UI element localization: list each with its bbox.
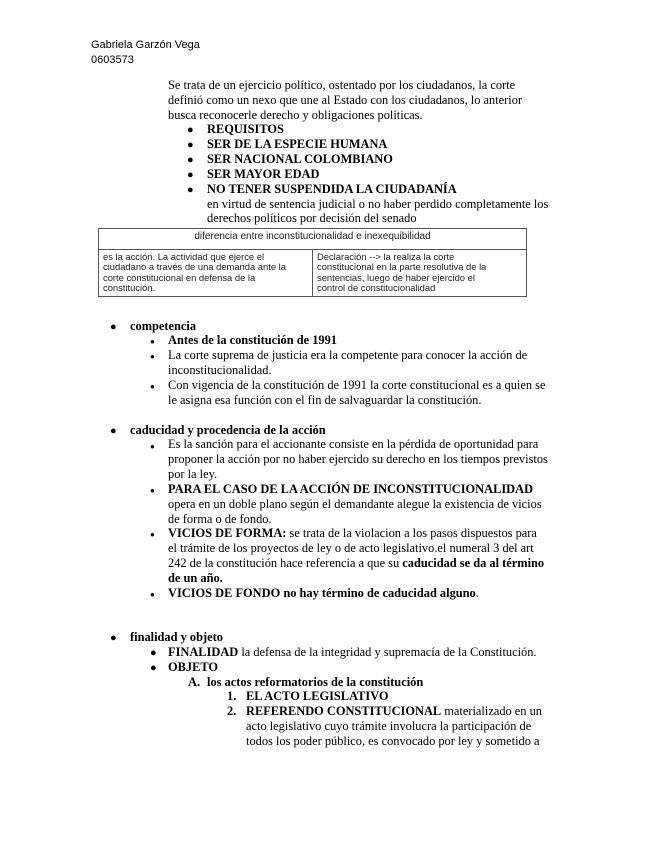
list-item-line: por la ley. xyxy=(168,467,218,481)
text-span: la defensa de la integridad y supremacía de la Constitución. xyxy=(238,645,537,659)
difference-table xyxy=(98,228,527,297)
bullet-icon: ● xyxy=(110,425,117,437)
list-number: 2. xyxy=(227,704,237,718)
vicios-forma-text: se trata de la violacion a los pasos dispuestos para xyxy=(286,526,537,540)
bullet-icon: ● xyxy=(150,530,155,539)
suspension-note-line: derechos políticos por decisión del senado xyxy=(207,211,417,225)
objeto-label: OBJETO xyxy=(168,660,219,674)
table-cell-right xyxy=(313,249,527,296)
cell-line: constitución. xyxy=(103,282,156,294)
list-item-line xyxy=(246,704,542,719)
text-span: materializado en un xyxy=(441,704,542,718)
section-heading: competencia xyxy=(130,319,197,333)
bullet-icon: ● xyxy=(110,632,117,644)
list-item-line: opera en un doble plano según el demandante alegue la existencia de vicios xyxy=(168,497,542,511)
table-title: diferencia entre inconstitucionalidad e inexequibilidad xyxy=(99,229,527,250)
list-item-line: inconstitucionalidad. xyxy=(168,363,272,377)
list-item: REQUISITOS xyxy=(207,122,284,136)
vicios-fondo-label: VICIOS DE FONDO no hay término de caducidad alguno xyxy=(168,586,476,600)
list-item: NO TENER SUSPENDIDA LA CIUDADANÍA xyxy=(207,182,457,196)
student-id: 0603573 xyxy=(91,54,134,66)
list-item-line: Con vigencia de la constitución de 1991 la corte constitucional es a quien se xyxy=(168,378,546,392)
list-item-line xyxy=(168,586,479,601)
list-item-line xyxy=(168,526,537,541)
list-item: Antes de la constitución de 1991 xyxy=(168,333,337,347)
bullet-icon: ● xyxy=(187,139,194,151)
list-item-line: le asigna esa función con el fin de salvaguardar la constitución. xyxy=(168,393,482,407)
cell-line: ciudadano a través de una demanda ante la xyxy=(103,261,286,273)
cell-line: sentencias, luego de haber ejercido el xyxy=(317,271,475,283)
author-name: Gabriela Garzón Vega xyxy=(91,39,200,51)
cell-line: control de constitucionalidad xyxy=(317,282,436,294)
sub-heading: los actos reformatorios de la constitución xyxy=(207,675,424,689)
list-item: SER DE LA ESPECIE HUMANA xyxy=(207,137,388,151)
list-item-line xyxy=(168,645,537,660)
bullet-icon: ● xyxy=(150,662,157,674)
list-item-line: acto legislativo cuyo trámite involucra la participación de xyxy=(246,719,532,733)
intro-line: definió como un nexo que une al Estado con los ciudadanos, lo anterior xyxy=(168,93,523,107)
intro-line: busca reconocerle derecho y obligaciones políticas. xyxy=(168,108,423,122)
list-number: 1. xyxy=(227,689,237,703)
suspension-note-line: en virtud de sentencia judicial o no haber perdido completamente los xyxy=(207,197,549,211)
list-item-line: de forma o de fondo. xyxy=(168,512,272,526)
text-span: 242 de la constitución hace referencia a que su xyxy=(168,556,403,570)
table-cell-left xyxy=(99,249,313,296)
bullet-icon: ● xyxy=(150,590,155,599)
referendo-label: REFERENDO CONSTITUCIONAL xyxy=(246,704,442,718)
section-heading: caducidad y procedencia de la acción xyxy=(130,423,326,437)
list-item-line xyxy=(168,556,544,571)
section-heading: finalidad y objeto xyxy=(130,630,223,644)
bullet-icon: ● xyxy=(150,647,157,659)
list-item-line: La corte suprema de justicia era la competente para conocer la acción de xyxy=(168,348,528,362)
sub-letter: A. xyxy=(188,675,201,689)
bullet-icon: ● xyxy=(187,124,194,136)
bullet-icon: ● xyxy=(150,337,155,346)
bold-span: caducidad se da al término xyxy=(402,556,545,570)
list-item-line: Es la sanción para el accionante consiste en la pérdida de oportunidad para xyxy=(168,437,539,451)
list-item-line: el trámite de los proyectos de ley o de acto legislativo.el numeral 3 del art xyxy=(168,541,534,555)
bullet-icon: ● xyxy=(150,486,155,495)
bullet-icon: ● xyxy=(150,442,155,451)
list-item-line: todos los poder público, es convocado por ley y sometido a xyxy=(246,734,540,748)
intro-line: Se trata de un ejercicio político, ostentado por los ciudadanos, la corte xyxy=(168,78,516,92)
bullet-icon: ● xyxy=(187,169,194,181)
cell-line: Declaración --> la realiza la corte xyxy=(317,250,455,262)
list-item: SER MAYOR EDAD xyxy=(207,167,320,181)
cell-line: constitucional en la parte resolutiva de la xyxy=(317,261,487,273)
list-item-line: de un año. xyxy=(168,571,223,585)
finalidad-label: FINALIDAD xyxy=(168,645,239,659)
text-span: . xyxy=(475,586,479,600)
bullet-icon: ● xyxy=(110,321,117,333)
bullet-icon: ● xyxy=(150,352,155,361)
list-item: SER NACIONAL COLOMBIANO xyxy=(207,152,393,166)
bullet-icon: ● xyxy=(187,154,194,166)
cell-line: corte constitucional en defensa de la xyxy=(103,271,256,283)
list-item-bold: PARA EL CASO DE LA ACCIÓN DE INCONSTITUCIONALIDAD xyxy=(168,482,534,496)
bullet-icon: ● xyxy=(150,382,155,391)
bullet-icon: ● xyxy=(187,184,194,196)
vicios-forma-label: VICIOS DE FORMA: xyxy=(168,526,287,540)
cell-line: es la acción. La actividad que ejerce el xyxy=(103,250,265,262)
list-item-line: proponer la acción por no haber ejercido su derecho en los tiempos previstos xyxy=(168,452,548,466)
list-item: EL ACTO LEGISLATIVO xyxy=(246,689,389,703)
